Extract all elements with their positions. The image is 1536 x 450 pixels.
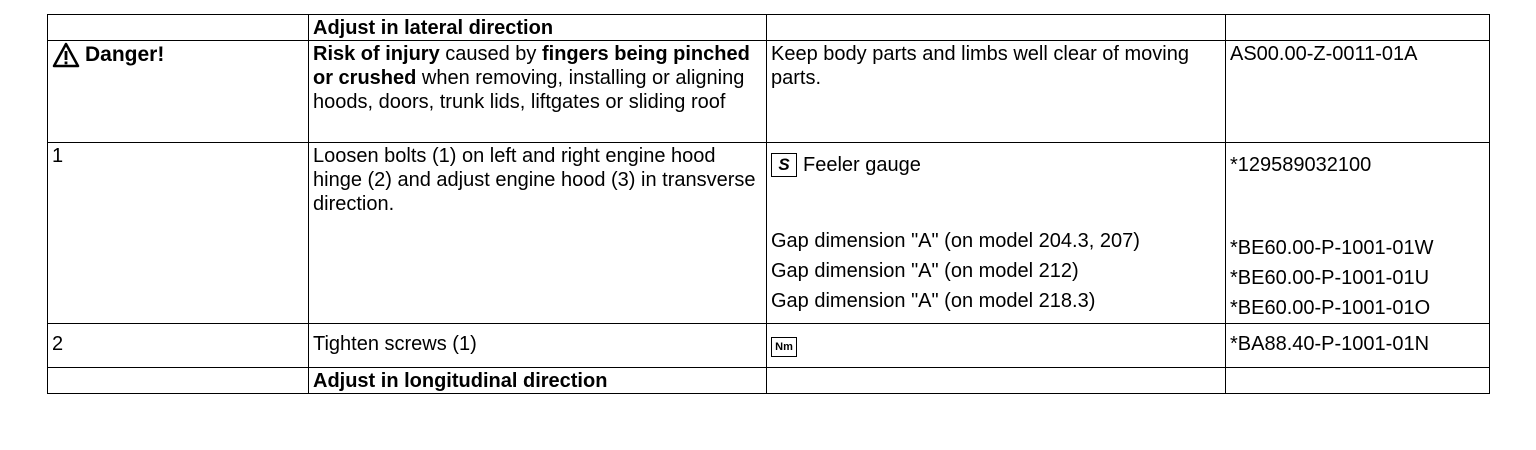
document-reference: *BA88.40-P-1001-01N bbox=[1226, 324, 1490, 368]
tool-code: *129589032100 bbox=[1230, 154, 1372, 176]
table-cell bbox=[1226, 15, 1490, 41]
step-text: Tighten screws (1) bbox=[309, 324, 767, 368]
gap-item: Gap dimension "A" (on model 212) bbox=[771, 260, 1079, 282]
risk-normal-2: when removing, installing or aligning hoods, doors, trunk lids, liftgates or sliding roof bbox=[313, 67, 745, 113]
section-heading-longitudinal: Adjust in longitudinal direction bbox=[309, 368, 767, 394]
table-cell bbox=[767, 368, 1226, 394]
risk-normal-1: caused by bbox=[439, 43, 542, 65]
table-cell bbox=[48, 368, 309, 394]
torque-icon: Nm bbox=[771, 337, 797, 357]
danger-label bbox=[52, 42, 164, 68]
danger-text: Danger! bbox=[85, 43, 165, 66]
section-heading-lateral: Adjust in lateral direction bbox=[309, 15, 767, 41]
table-row bbox=[48, 324, 1490, 368]
step-text: Loosen bolts (1) on left and right engine hood hinge (2) and adjust engine hood (3) in transverse direction. bbox=[309, 143, 767, 324]
gap-reference: *BE60.00-P-1001-01W bbox=[1230, 237, 1434, 259]
document-reference: AS00.00-Z-0011-01A bbox=[1226, 41, 1490, 143]
tools-cell bbox=[767, 324, 1226, 368]
table-row bbox=[48, 41, 1490, 143]
step-number: 1 bbox=[48, 143, 309, 324]
gap-item: Gap dimension "A" (on model 204.3, 207) bbox=[771, 230, 1140, 252]
special-tool-icon: S bbox=[771, 153, 797, 177]
table-row bbox=[48, 368, 1490, 394]
tool-label: Feeler gauge bbox=[803, 154, 921, 176]
tool-line bbox=[771, 153, 921, 177]
gap-reference: *BE60.00-P-1001-01U bbox=[1230, 267, 1430, 289]
gap-list bbox=[771, 226, 1221, 316]
reference-cell bbox=[1226, 143, 1490, 324]
tools-cell bbox=[767, 143, 1226, 324]
gap-reference: *BE60.00-P-1001-01O bbox=[1230, 297, 1431, 319]
table-cell bbox=[1226, 368, 1490, 394]
danger-cell bbox=[48, 41, 309, 143]
gap-reference-list bbox=[1230, 233, 1485, 323]
table-cell bbox=[767, 15, 1226, 41]
procedure-table bbox=[47, 14, 1490, 394]
table-cell bbox=[48, 15, 309, 41]
table-row bbox=[48, 143, 1490, 324]
table-row bbox=[48, 15, 1490, 41]
gap-item: Gap dimension "A" (on model 218.3) bbox=[771, 290, 1096, 312]
step-number: 2 bbox=[48, 324, 309, 368]
warning-triangle-icon bbox=[52, 42, 80, 68]
risk-description bbox=[309, 41, 767, 143]
risk-bold-1: Risk of injury bbox=[313, 43, 440, 65]
risk-bold-2: fingers being pinched or crushed bbox=[313, 43, 750, 89]
safety-measure: Keep body parts and limbs well clear of moving parts. bbox=[767, 41, 1226, 143]
